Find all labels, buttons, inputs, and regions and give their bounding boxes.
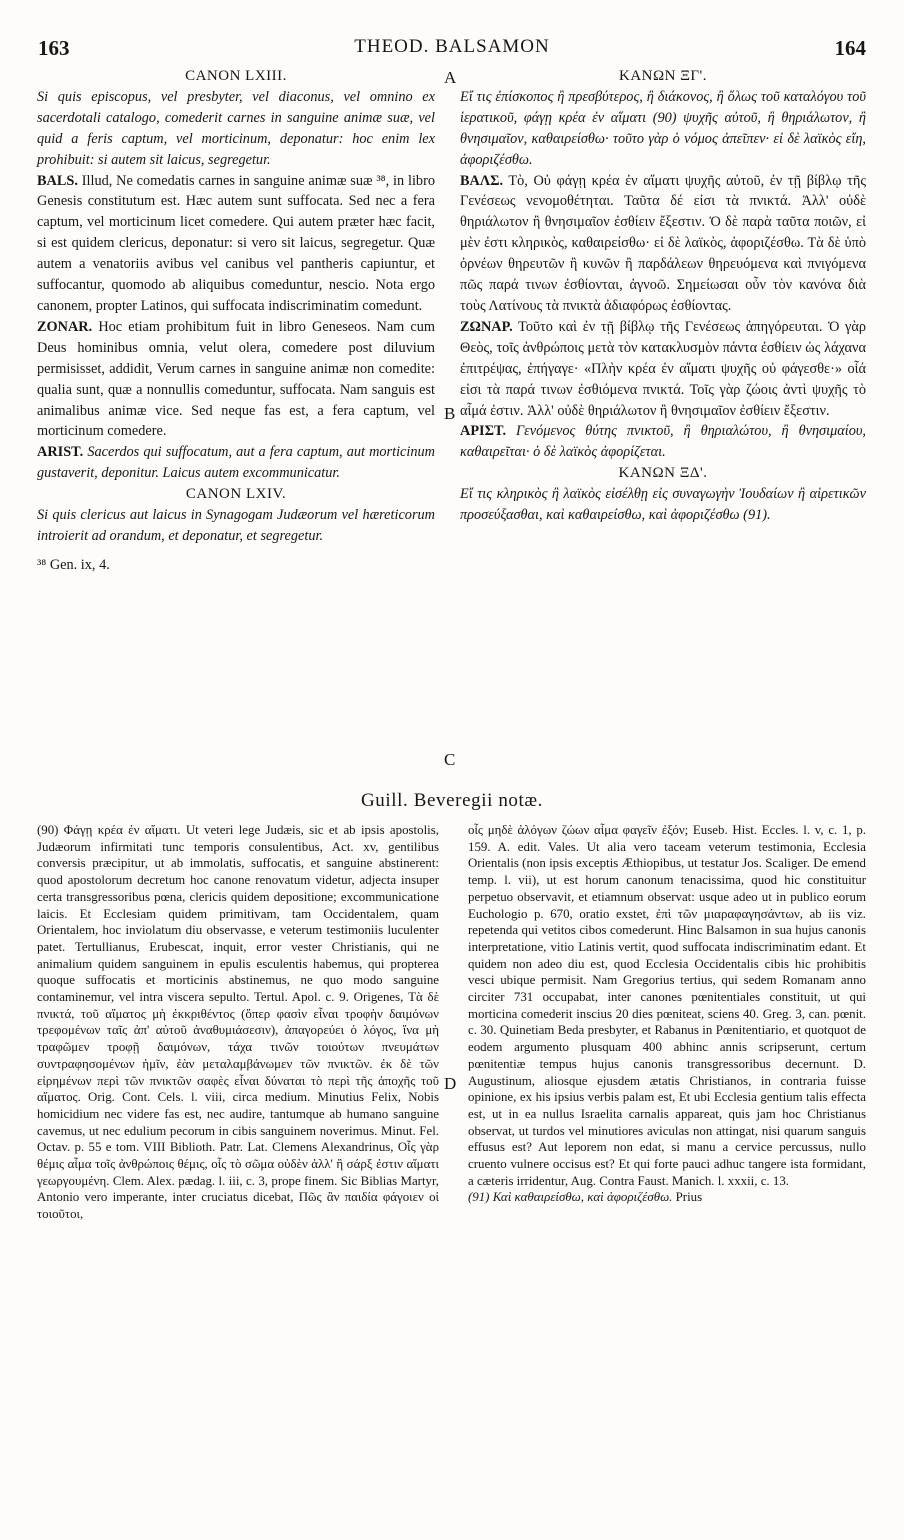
bals-text-greek: Τὸ, Οὐ φάγῃ κρέα ἐν αἵματι ψυχῆς αὐτοῦ, ἐν τῇ βίβλῳ τῆς Γενέσεως νενομοθέτηται. Ταῦτα δέ εἰσι τὰ πνικτά. Ἀλλ' οὐδὲ θηριάλωτον ἢ θνησιμαῖον ἐσθίειν ἔξεστιν. Ὁ δὲ παρὰ ταῦτα ποιῶν, εἰ μὲν ἐστι κληρικὸς, καθαιρείσθω· εἰ δὲ λαϊκὸς, ἀφοριζέσθω. Τὰ δὲ ὑπὸ ὀρνέων θηρευτῶν ἢ κυνῶν ἢ παρδάλεων θηρευόμενα καὶ πνιγόμενα πῶς παρά τινων ἐσθίονται, ἀγνοῶ. Σημείωσαι οὖν τὸν κανόνα διὰ τοὺς Λατίνους τὰ πνικτὰ ἀδιαφόρως ἐσθίοντας. [460,172,866,314]
right-page-number: 164 [834,36,866,60]
bals-label-greek: ΒΑΛΣ. [460,172,504,189]
zonar-text-latin: Hoc etiam prohibitum fuit in libro Geneseos. Nam cum Deus hominibus omnia, velut olera, comedere post diluvium permisisset, addidit, Verum carnes in sanguine animæ non comedite: qualia sunt, quæ a nonnullis comeduntur, suffocata. Nam sanguis est animalibus animæ vice. Sed neque fas est, a fera captum, vel morticinum comedere. [37,318,436,440]
zonar-comment-latin [37,317,435,442]
notes-title: Guill. Beveregii notæ. [360,790,544,811]
canon-63-title-latin: CANON LXIII. [185,68,287,84]
canon-64-text-latin: Si quis clericus aut laicus in Synagogam Judæorum vel hæreticorum introierit ad orandum, et deponatur, et segregetur. [37,507,435,544]
canon-64-title-latin: CANON LXIV. [185,486,287,503]
canon-63-text-greek: Εἴ τις ἐπίσκοπος ἢ πρεσβύτερος, ἢ διάκονος, ἢ ὅλως τοῦ καταλόγου τοῦ ἱερατικοῦ, φάγῃ κρέα ἐν αἵματι (90) ψυχῆς αὐτοῦ, ἢ θηριάλωτον, ἢ θνησιμαῖον, καθαιρείσθω· τοῦτο γὰρ ὁ νόμος ἀπεῖπεν· εἰ δὲ λαϊκὸς εἴη, ἀφοριζέσθω. [460,88,866,168]
margin-letter-c: C [444,750,456,769]
bals-label-latin: BALS. [37,172,78,189]
zonar-comment-greek [460,317,866,422]
canon-64-text-greek: Εἴ τις κληρικὸς ἢ λαϊκὸς εἰσέλθῃ εἰς συναγωγὴν Ἰουδαίων ἢ αἱρετικῶν προσεύξασθαι, καὶ καθαιρείσθω, καὶ ἀφοριζέσθω (91). [460,486,866,524]
bals-comment-latin [37,171,435,317]
note-91-label: (91) Καὶ καθαιρείσθω, καὶ ἀφοριζέσθω. [468,1190,673,1205]
note-90-text: (90) Φάγῃ κρέα ἐν αἵματι. Ut veteri lege Judæis, sic et ab ipsis apostolis, Judæorum infirmitati tunc temporis consulentibus, Act. xv, gentilibus conversis præcipitur, ut ab immolatis, suffocatis, et sanguine abstinerent: quod apostolorum decretum hoc canone renovatum videtur, adjecta insuper certa transgressoribus pœna, clericis quidem depositione; excommunicatione laicis. Et Ecclesiam quidem primitivam, tam Occidentalem, quam Orientalem, hoc inviolatum diu observasse, e veterum testimoniis luculenter patet. Tertullianus, Erubescat, inquit, error vester Christianis, qui ne animalium quidem sanguinem in epulis esculentis habemus, qui propterea quoque suffocatis et morticinis abstinemus, ne quo modo sanguine contaminemur, vel intra viscera sepulto. Tertul. Apol. c. 9. Origenes, Τὰ δὲ πνικτά, τοῦ αἵματος μὴ ἐκκριθέντος (ὅπερ φασὶν εἶναι τροφὴν δαιμόνων τρεφομένων ταῖς ἀπ' αὐτοῦ ἀναθυμιάσεσιν), ἀπαγορεύει ὁ λόγος, ἵνα μὴ τραφῶμεν τροφῇ δαιμόνων, τάχα τινῶν τοιούτων πνευμάτων συντραφησομένων ἡμῖν, ἐὰν μεταλαμβάνωμεν τῶν πνικτῶν. ἐκ δὲ τῶν εἰρημένων περὶ τῶν πνικτῶν σαφὲς εἶναι δύναται τὸ περὶ τῆς ἀποχῆς τοῦ αἵματος. Orig. Cont. Cels. l. viii, circa medium. Minutius Felix, Nobis homicidium nec videre fas est, nec audire, tantumque ab humano sanguine cavemus, ut nec edulium pecorum in cibis sanguinem noverimus. Minut. Fel. Octav. p. 55 e tom. VIII Biblioth. Patr. Lat. Clemens Alexandrinus, Οἷς γὰρ θέμις αἷμα τοῖς ἀνθρώποις θέμις, οἷς τὸ σῶμα οὐδὲν ἀλλ' ἢ σάρξ ἐστιν αἵματι γεωργουμένη. Clem. Alex. pædag. l. iii, c. 3, prope finem. Sic Biblias Martyr, Antonio vero imperante, inter cruciatus dicebat, Πῶς ἂν παιδία φάγοιεν οἱ τοιοῦτοι, [37,823,439,1222]
note-91-text: Prius [675,1190,703,1205]
margin-letter-d: D [444,1074,457,1093]
canon-63-text-latin: Si quis episcopus, vel presbyter, vel diaconus, vel omnino ex sacerdotali catalogo, comederit carnes in sanguine animæ suæ, vel quid a feris captum, vel morticinum, deponatur: hoc enim lex prohibuit: si autem sit laicus, segregetur. [37,88,435,168]
margin-letter-a: A [444,68,457,87]
arist-comment-greek [460,421,866,463]
arist-text-latin: Sacerdos qui suffocatum, aut a fera captum, aut morticinum gustaverit, deponitur. Laicus autem excommunicatur. [37,444,435,482]
running-title: THEOD. BALSAMON [354,36,550,57]
bals-comment-greek [460,171,866,317]
latin-column [37,66,435,576]
note-90-continuation: οἷς μηδὲ ἀλόγων ζώων αἷμα φαγεῖν ἐξόν; Euseb. Hist. Eccles. l. v, c. 1, p. 159. A. edit. Vales. Ut alia vero taceam veterum testimonia, Ecclesia Orientalis (non ipsis exceptis Æthiopibus, ut testatur Jos. Scaliger. De emend temp. l. vii), ut est horum canonum tenacissima, quod hic constituitur perpetuo observavit, et etiamnum observat: usque adeo ut in publico eorum Euchologio p. 670, oratio exstet, ἐπὶ τῶν μιαραφαγησάντων, ab iis viz. repetenda qui vetitos cibos comederunt. Hinc Balsamon in sua hujus canonis interpretatione, vitio Latinis vertit, quod suffocata indiscriminatim edant. Et quidem non adeo diu est, quod Ecclesia Occidentalis cibis hic prohibitis vesci ubique permisit. Nam Gregorius tertius, qui sedem Romanam anno circiter 731 occupabat, inter canones pœnitentiales constituit, ut qui morticina comederit inscius 20 dies pœniteat, sciens 40. Greg. 3, can. pœnit. c. 30. Quinetiam Beda presbyter, et Rabanus in Pœnitentiario, et quotquot de eodem argumento plusquam 400 abhinc annis scripserunt, certum pœnitentiæ tempus hujus canonis transgressoribus decernunt. D. Augustinum, aliosque ejusdem ætatis Christianos, in contraria fuisse opinione, ex his ipsius verbis palam est, Et ubi Ecclesia gentium talis effecta est, ut in ea nullus Israelita carnalis appareat, quis jam hoc Christianus observat, ut turdos vel minutiores aviculas non attingat, nisi quarum sanguis effusus est? Aut leporem non edat, si manu a cervice percussus, nullo cruento vulnere occisus est? Et qui forte pauci adhuc tangere ista formidant, a cæteris irridentur, Aug. Contra Faust. Manich. l. xxxii, c. 13. [468,823,866,1188]
arist-comment-latin [37,442,435,484]
greek-column [460,66,866,526]
zonar-label-latin: ZONAR. [37,318,93,335]
arist-text-greek: Γενόμενος θύτης πνικτοῦ, ἢ θηριαλώτου, ἢ θνησιμαίου, καθαιρεῖται· ὁ δὲ λαϊκὸς ἀφορίζεται. [460,423,867,461]
arist-label-latin: ARIST. [37,444,84,461]
note-91 [468,1189,866,1206]
footnote: ³⁸ Gen. ix, 4. [37,556,110,573]
notes-left-column [37,822,439,1223]
notes-right-column [468,822,866,1206]
canon-64-title-greek: ΚΑΝΩΝ ΞΔ'. [618,465,708,482]
margin-letter-b: B [444,404,456,423]
arist-label-greek: ΑΡΙΣΤ. [460,423,507,440]
zonar-label-greek: ΖΩΝΑΡ. [460,318,513,335]
canon-63-title-greek: ΚΑΝΩΝ ΞΓ'. [619,68,707,84]
left-page-number: 163 [38,36,70,60]
bals-text-latin: Illud, Ne comedatis carnes in sanguine animæ suæ ³⁸, in libro Genesis constitutum est. Hæc autem sunt suffocata. Sed nec a fera captum, vel morticinum licet comedere. Qui autem præter hæc facit, si est quidem clericus, deponatur: si vero sit laicus, segregetur. Quæ autem a venatoriis avibus vel canibus vel pantheris capiuntur, et suffocantur, quomodo ab aliquibus comeduntur, nescio. Nota ergo canonem, propter Latinos, qui suffocata indiscriminatim comedunt. [37,172,435,314]
zonar-text-greek: Τοῦτο καὶ ἐν τῇ βίβλῳ τῆς Γενέσεως ἀπηγόρευται. Ὁ γὰρ Θεὸς, τοῖς ἀνθρώποις μετὰ τὸν κατακλυσμὸν πάντα ἐσθίειν ὡς λάχανα ἐπιτρέψας, ἐπήγαγε· «Πλὴν κρέα ἐν αἵματι ψυχῆς οὐ φάγεσθε·» οἷά εἰσι τὰ παρά τινων ἐσθιόμενα πνικτά. Τοῖς γὰρ ζώοις ἀντὶ ψυχῆς τὸ αἷμά ἐστιν. Ἀλλ' οὐδὲ θηριάλωτον ἢ θνησιμαῖον ἐσθίειν ἔξεστιν. [460,318,866,419]
